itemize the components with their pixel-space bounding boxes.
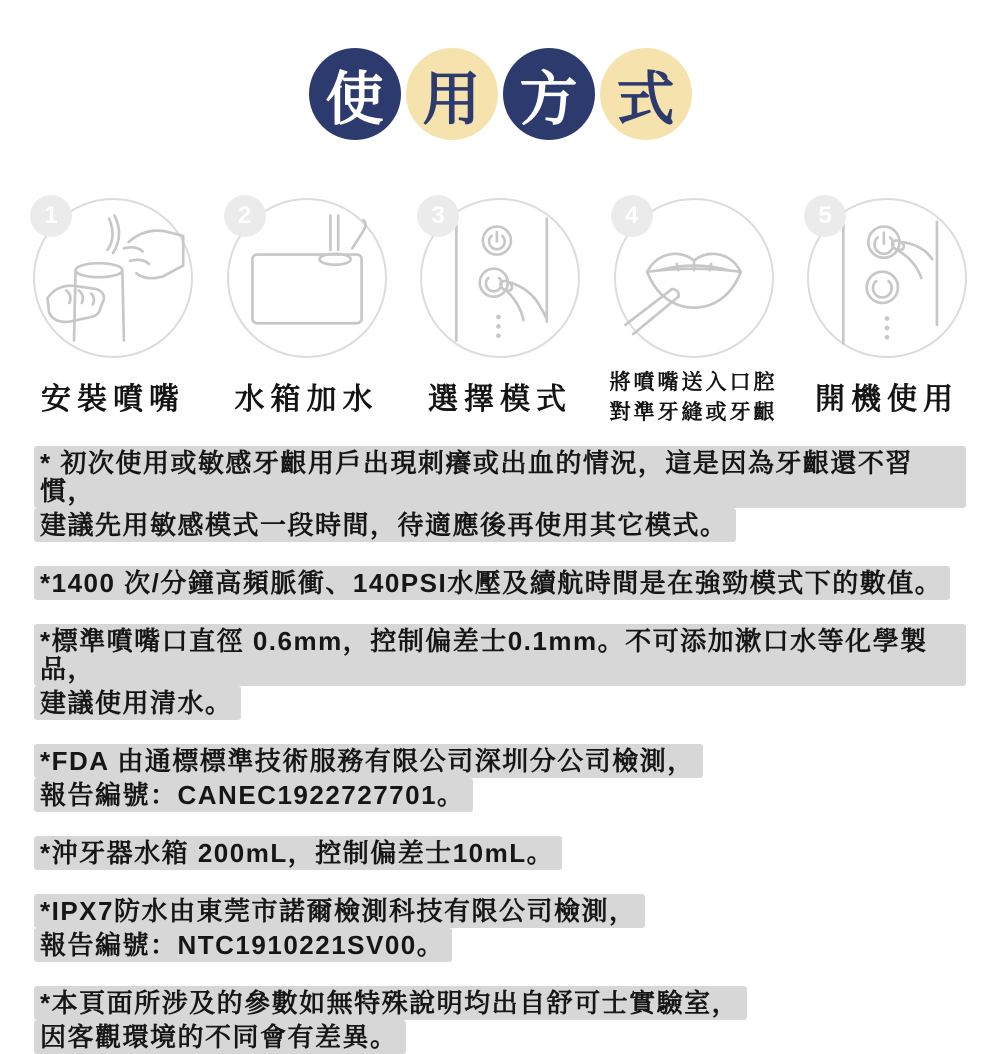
title-char-circle: 式 xyxy=(600,48,692,140)
note-line: 建議先用敏感模式一段時間，待適應後再使用其它模式。 xyxy=(34,508,736,542)
step-number-badge: 4 xyxy=(611,195,653,237)
note-line: *IPX7防水由東莞市諾爾檢測科技有限公司檢測， xyxy=(34,894,645,928)
note-line: * 初次使用或敏感牙齦用戶出現刺癢或出血的情況，這是因為牙齦還不習慣， xyxy=(34,446,966,508)
note-nozzle-diameter xyxy=(34,624,966,720)
step-illustration-circle xyxy=(33,198,193,358)
step-label: 安裝噴嘴 xyxy=(41,383,185,416)
step-label-line: 將噴嘴送入口腔 xyxy=(609,371,778,394)
step-label-line: 對準牙縫或牙齦 xyxy=(609,401,778,424)
step-install-nozzle xyxy=(20,198,206,446)
title-char-circle: 方 xyxy=(503,48,595,140)
page-title xyxy=(0,48,1000,140)
note-ipx7-report xyxy=(34,894,966,962)
notes-section xyxy=(0,446,1000,1054)
step-power-on-use xyxy=(794,198,980,446)
step-illustration-circle xyxy=(227,198,387,358)
step-select-mode xyxy=(407,198,593,446)
step-label xyxy=(610,368,778,428)
step-illustration-circle xyxy=(807,198,967,358)
step-illustration-circle xyxy=(420,198,580,358)
step-illustration-circle xyxy=(614,198,774,358)
step-label: 水箱加水 xyxy=(234,383,379,416)
note-line: 建議使用清水。 xyxy=(34,686,241,720)
note-line: *本頁面所涉及的參數如無特殊說明均出自舒可士實驗室， xyxy=(34,986,747,1020)
note-line: 報告編號：NTC1910221SV00。 xyxy=(34,928,452,962)
note-tank-capacity xyxy=(34,836,966,870)
step-number-badge: 5 xyxy=(804,195,846,237)
note-first-use xyxy=(34,446,966,542)
note-line: *沖牙器水箱 200mL，控制偏差士10mL。 xyxy=(34,836,562,870)
note-line: 報告編號：CANEC1922727701。 xyxy=(34,778,473,812)
note-fda-report xyxy=(34,744,966,812)
note-line: *FDA 由通標標準技術服務有限公司深圳分公司檢測， xyxy=(34,744,703,778)
step-number-badge: 3 xyxy=(417,195,459,237)
note-line: *標準噴嘴口直徑 0.6mm，控制偏差士0.1mm。不可添加漱口水等化學製品， xyxy=(34,624,966,686)
usage-steps xyxy=(0,198,1000,446)
step-label: 選擇模式 xyxy=(428,383,572,416)
step-number-badge: 1 xyxy=(30,195,72,237)
step-number-badge: 2 xyxy=(224,195,266,237)
note-pulse-pressure xyxy=(34,566,966,600)
note-lab-disclaimer xyxy=(34,986,966,1054)
title-char-circle: 使 xyxy=(309,48,401,140)
title-char-circle: 用 xyxy=(406,48,498,140)
note-line: *1400 次/分鐘高頻脈衝、140PSI水壓及續航時間是在強勁模式下的數值。 xyxy=(34,566,950,600)
step-label: 開機使用 xyxy=(815,383,959,416)
step-nozzle-into-mouth xyxy=(601,198,787,446)
note-line: 因客觀環境的不同會有差異。 xyxy=(34,1020,406,1054)
step-fill-water-tank xyxy=(214,198,400,446)
